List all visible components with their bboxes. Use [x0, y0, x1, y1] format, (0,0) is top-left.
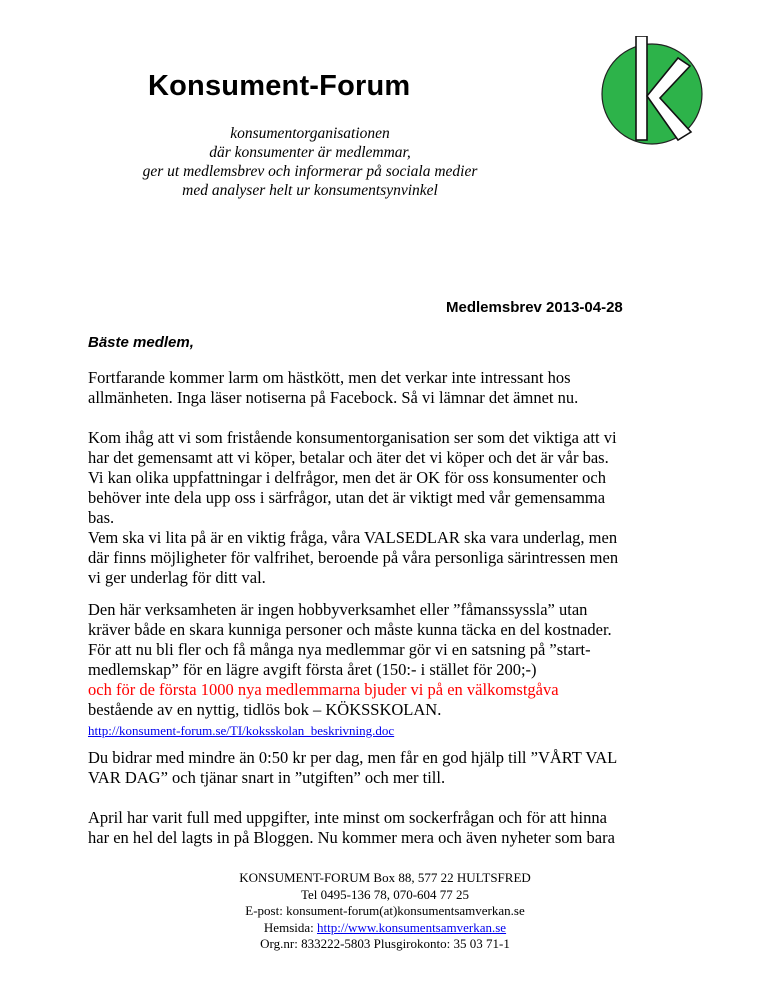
text-line: Fortfarande kommer larm om hästkött, men det verkar inte intressant hos: [88, 368, 571, 387]
text-line: Vem ska vi lita på är en viktig fråga, våra VALSEDLAR ska vara underlag, men: [88, 528, 618, 547]
text-line: Den här verksamheten är ingen hobbyverksamhet eller ”fåmanssyssla” utan: [88, 600, 588, 619]
koksskolan-link[interactable]: http://konsument-forum.se/TI/koksskolan_beskrivning.doc: [88, 723, 395, 738]
text-line: vi ger underlag för ditt val.: [88, 568, 266, 587]
text-line: För att nu bli fler och få många nya medlemmar gör vi en satsning på ”start-: [88, 640, 591, 659]
text-line: Du bidrar med mindre än 0:50 kr per dag, men får en god hjälp till ”VÅRT VAL: [88, 748, 618, 767]
page-title: Konsument-Forum: [148, 70, 411, 102]
tagline-line: konsumentorganisationen: [230, 125, 390, 142]
welcome-gift-offer: och för de första 1000 nya medlemmarna bjuder vi på en välkomstgåva: [88, 680, 559, 699]
text-line: där finns möjligheter för valfrihet, beroende på våra personliga särintressen men: [88, 548, 619, 567]
paragraph-april: [88, 808, 615, 848]
text-line: kräver både en skara kunniga personer och måste kunna täcka en del kostnader.: [88, 620, 612, 639]
text-line: April har varit full med uppgifter, inte minst om sockerfrågan och för att hinna: [88, 808, 607, 827]
tagline-line: ger ut medlemsbrev och informerar på sociala medier: [142, 163, 478, 180]
text-line: allmänheten. Inga läser notiserna på Facebock. Så vi lämnar det ämnet nu.: [88, 388, 579, 407]
text-line: VAR DAG” och tjänar snart in ”utgiften” och mer till.: [88, 768, 446, 787]
paragraph-horsemeat: [88, 368, 578, 408]
text-line: har en hel del lagts in på Bloggen. Nu kommer mera och även nyheter som bara: [88, 828, 615, 847]
text-line: bas.: [88, 508, 115, 527]
footer-org-number: Org.nr: 833222-5803 Plusgirokonto: 35 03 71-1: [260, 936, 510, 951]
paragraph-cost: [88, 748, 617, 788]
footer-address: KONSUMENT-FORUM Box 88, 577 22 HULTSFRED: [239, 870, 531, 885]
konsument-forum-logo-icon: [596, 36, 708, 148]
text-line: Vi kan olika uppfattningar i delfrågor, men det är OK för oss konsumenter och: [88, 468, 606, 487]
text-line: har det gemensamt att vi köper, betalar och äter det vi köper och det är vår bas.: [88, 448, 609, 467]
greeting: Bäste medlem,: [88, 334, 194, 351]
text-line: Kom ihåg att vi som fristående konsumentorganisation ser som det viktiga att vi: [88, 428, 617, 447]
footer-email: E-post: konsument-forum(at)konsumentsamverkan.se: [245, 903, 525, 918]
footer-phone: Tel 0495-136 78, 070-604 77 25: [300, 886, 470, 902]
tagline-line: med analyser helt ur konsumentsynvinkel: [182, 182, 438, 199]
paragraph-membership: [88, 600, 612, 741]
text-line: medlemskap” för en lägre avgift första året (150:- i stället för 200;-): [88, 660, 537, 679]
text-line: bestående av en nyttig, tidlös bok – KÖKSSKOLAN.: [88, 700, 442, 719]
homepage-link[interactable]: http://www.konsumentsamverkan.se: [317, 919, 507, 935]
paragraph-organisation: [88, 428, 618, 588]
footer-contact: [150, 870, 620, 953]
tagline: [100, 124, 520, 200]
homepage-label: Hemsida:: [263, 919, 317, 935]
text-line: behöver inte dela upp oss i särfrågor, utan det är viktigt med vår gemensamma: [88, 488, 606, 507]
letter-date: Medlemsbrev 2013-04-28: [446, 299, 623, 316]
tagline-line: där konsumenter är medlemmar,: [209, 144, 411, 161]
